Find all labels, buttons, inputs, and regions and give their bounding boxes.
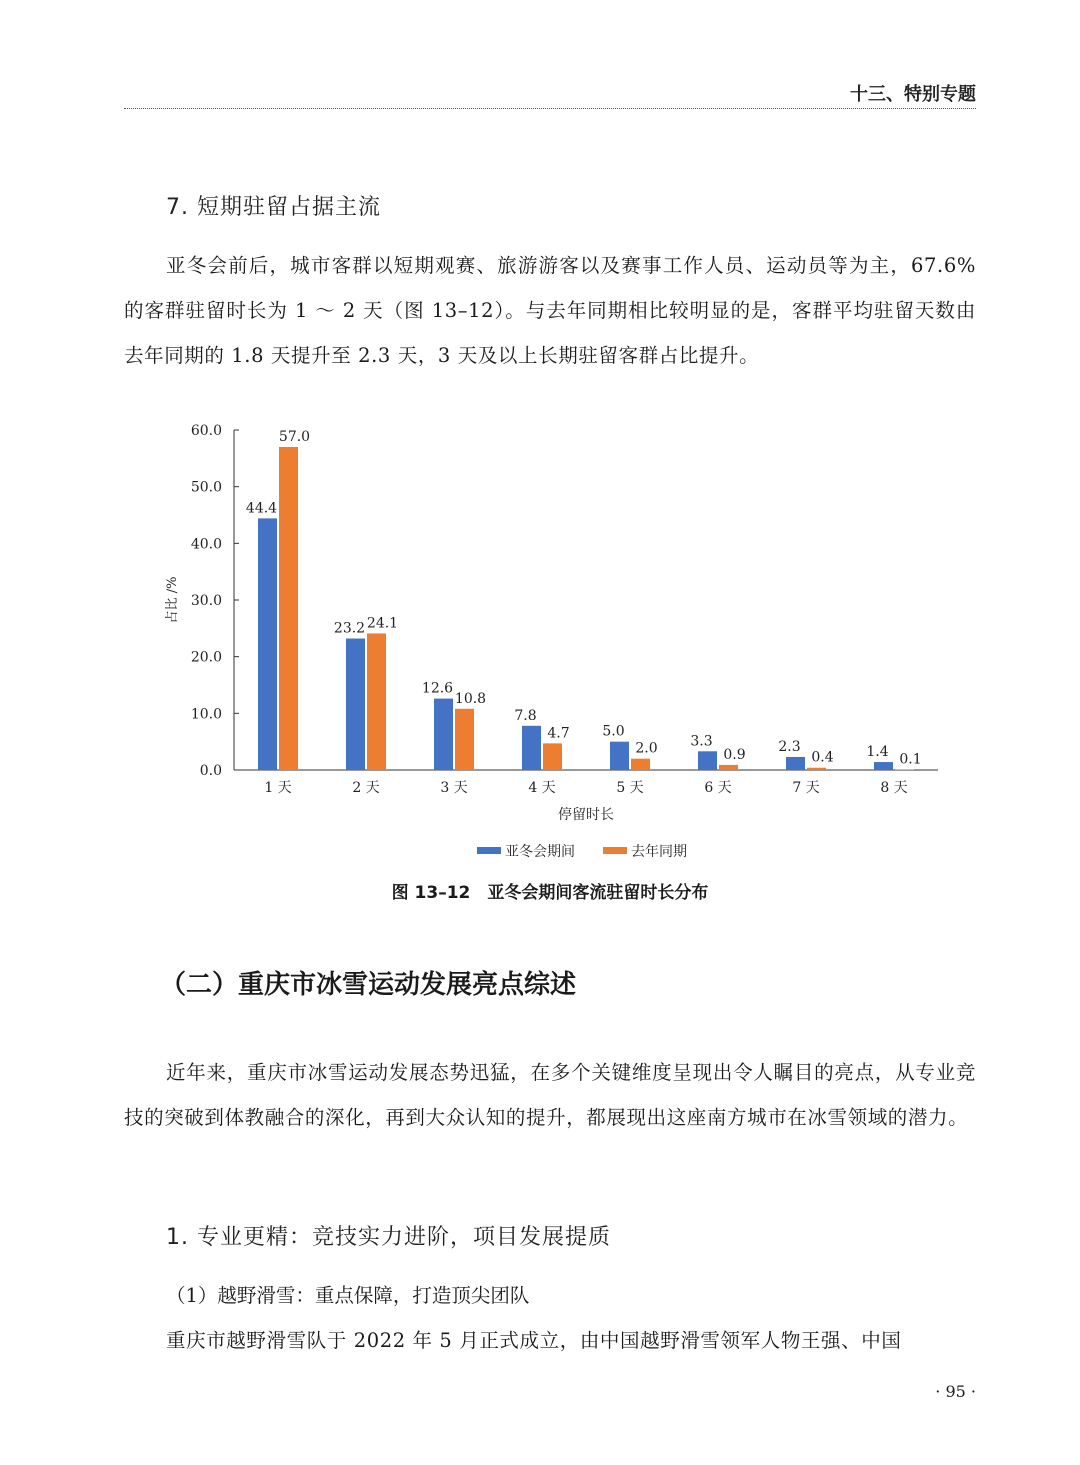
bar-games bbox=[434, 699, 453, 770]
legend-label: 去年同期 bbox=[631, 844, 687, 860]
section-7-paragraph: 亚冬会前后，城市客群以短期观赛、旅游游客以及赛事工作人员、运动员等为主，67.6% 的客群驻留时长为 1 ～ 2 天（图 13–12）。与去年同期相比较明显的是，客群平均驻留天数由去年同期的 1.8 天提升至 2.3 天，3 天及以上长期驻留客群占比提升。 bbox=[124, 254, 976, 367]
data-label: 3.3 bbox=[690, 733, 713, 750]
section-2-heading: （二）重庆市冰雪运动发展亮点综述 bbox=[160, 970, 577, 1000]
section-2-1-heading: 1. 专业更精：竞技实力进阶，项目发展提质 bbox=[166, 1225, 611, 1250]
data-label: 2.0 bbox=[635, 740, 658, 757]
data-label: 0.9 bbox=[723, 746, 746, 763]
data-label: 7.8 bbox=[514, 707, 537, 724]
bar-games bbox=[698, 751, 717, 770]
bar-last-year bbox=[367, 633, 386, 770]
bar-games bbox=[874, 762, 893, 770]
bar-last-year bbox=[719, 765, 738, 770]
x-axis-label: 停留时长 bbox=[558, 807, 614, 823]
y-tick-label: 20.0 bbox=[190, 649, 222, 666]
y-axis-label: 占比 /% bbox=[165, 576, 180, 624]
section-2-paragraph: 近年来，重庆市冰雪运动发展态势迅猛，在多个关键维度呈现出令人瞩目的亮点，从专业竞技的突破到体教融合的深化，再到大众认知的提升，都展现出这座南方城市在冰雪领域的潜力。 bbox=[124, 1061, 976, 1129]
x-tick-label: 5 天 bbox=[616, 780, 644, 796]
data-label: 23.2 bbox=[333, 620, 366, 637]
page-number: · 95 · bbox=[935, 1382, 976, 1401]
section-2-1-subheading: （1）越野滑雪：重点保障，打造顶尖团队 bbox=[166, 1284, 530, 1307]
x-tick-label: 2 天 bbox=[352, 780, 380, 796]
data-label: 2.3 bbox=[778, 738, 801, 755]
x-tick-label: 7 天 bbox=[792, 780, 820, 796]
data-label: 24.1 bbox=[366, 615, 399, 632]
y-tick-label: 60.0 bbox=[190, 423, 222, 439]
data-label: 0.4 bbox=[811, 749, 834, 766]
y-tick-label: 0.0 bbox=[199, 763, 222, 779]
bar-last-year bbox=[807, 768, 826, 770]
bar-last-year bbox=[455, 709, 474, 770]
data-label: 10.8 bbox=[454, 690, 487, 707]
y-tick-label: 30.0 bbox=[190, 593, 222, 609]
legend-swatch bbox=[477, 847, 501, 854]
figure-caption: 图 13–12 亚冬会期间客流驻留时长分布 bbox=[391, 883, 709, 903]
running-header-title: 十三、特别专题 bbox=[850, 84, 976, 105]
y-tick-label: 40.0 bbox=[190, 536, 222, 553]
bar-last-year bbox=[279, 447, 298, 770]
x-tick-label: 6 天 bbox=[704, 780, 732, 796]
data-label: 12.6 bbox=[421, 680, 454, 697]
bar-last-year bbox=[543, 743, 562, 770]
data-label: 44.4 bbox=[245, 500, 278, 517]
section-2-1-paragraph: 重庆市越野滑雪队于 2022 年 5 月正式成立，由中国越野滑雪领军人物王强、中国 bbox=[166, 1329, 902, 1352]
legend-label: 亚冬会期间 bbox=[505, 844, 575, 860]
bar-games bbox=[522, 726, 541, 770]
x-tick-label: 8 天 bbox=[880, 780, 908, 796]
y-tick-label: 10.0 bbox=[190, 706, 222, 723]
x-tick-label: 1 天 bbox=[264, 780, 292, 796]
bar-games bbox=[346, 639, 365, 770]
legend-swatch bbox=[603, 847, 627, 854]
data-label: 57.0 bbox=[278, 429, 311, 445]
bar-games bbox=[258, 518, 277, 770]
data-label: 1.4 bbox=[866, 744, 889, 761]
bar-games bbox=[786, 757, 805, 770]
section-7-heading: 7. 短期驻留占据主流 bbox=[166, 195, 381, 220]
data-label: 0.1 bbox=[899, 751, 922, 768]
bar-last-year bbox=[895, 769, 914, 770]
y-tick-label: 50.0 bbox=[190, 479, 222, 496]
bar-last-year bbox=[631, 759, 650, 770]
data-label: 5.0 bbox=[602, 723, 625, 740]
bar-games bbox=[610, 742, 629, 770]
data-label: 4.7 bbox=[547, 725, 570, 742]
x-tick-label: 4 天 bbox=[528, 780, 556, 796]
x-tick-label: 3 天 bbox=[440, 780, 468, 796]
